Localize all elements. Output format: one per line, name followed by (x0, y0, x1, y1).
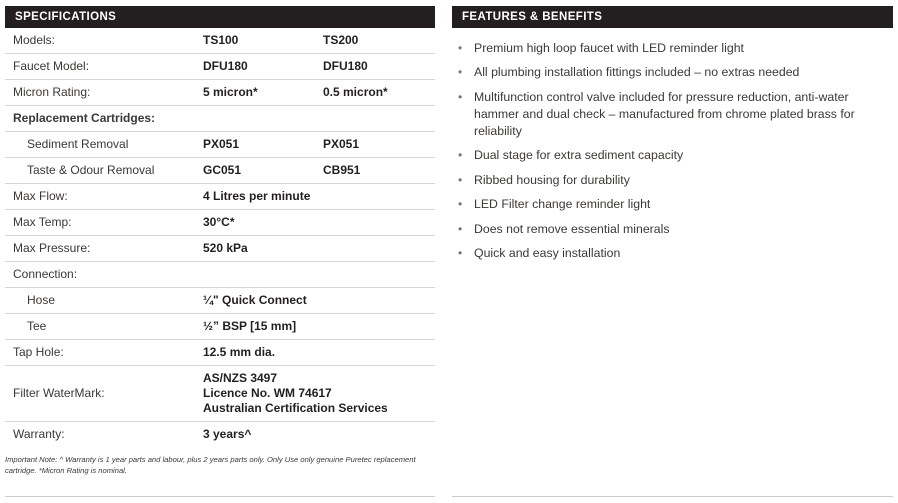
table-row (5, 340, 435, 366)
list-item (452, 64, 893, 81)
spec-row-value: 30°C* (195, 210, 435, 236)
spec-row-label: Micron Rating: (5, 80, 195, 106)
spec-row-label: Filter WaterMark: (5, 366, 195, 422)
spec-row-label: Max Flow: (5, 184, 195, 210)
spec-row-value-ts200: 0.5 micron* (315, 80, 435, 106)
table-row (5, 132, 435, 158)
spec-row-value-ts100 (195, 106, 315, 132)
bullet-icon: • (458, 221, 463, 236)
specifications-table (5, 28, 435, 447)
feature-text: All plumbing installation fittings included – no extras needed (474, 65, 800, 80)
spec-row-label: Tap Hole: (5, 340, 195, 366)
list-item (452, 196, 893, 213)
table-row (5, 106, 435, 132)
list-item (452, 245, 893, 262)
bullet-icon: • (458, 246, 463, 261)
features-list (452, 40, 893, 262)
spec-row-label: Sediment Removal (5, 132, 195, 158)
spec-row-value-ts100: TS100 (195, 28, 315, 54)
footer-rule-right (452, 496, 893, 497)
spec-row-label: Warranty: (13, 427, 65, 441)
feature-text: Dual stage for extra sediment capacity (474, 148, 684, 163)
spec-row-label: Max Pressure: (5, 236, 195, 262)
bullet-icon: • (458, 89, 463, 104)
specifications-header-label: SPECIFICATIONS (15, 11, 117, 23)
table-row (5, 314, 435, 340)
list-item (452, 89, 893, 140)
features-header-label: FEATURES & BENEFITS (462, 11, 603, 23)
footer-rule-left (5, 496, 435, 497)
table-row (5, 366, 435, 422)
table-row (5, 262, 435, 288)
spec-row-label: Connection: (5, 262, 195, 288)
spec-row-label: Models: (5, 28, 195, 54)
feature-text: Quick and easy installation (474, 246, 621, 261)
bullet-icon: • (458, 197, 463, 212)
spec-row-value-ts200 (315, 106, 435, 132)
table-row (5, 80, 435, 106)
spec-row-value: 4 Litres per minute (195, 184, 435, 210)
features-section (452, 6, 893, 270)
spec-row-value: 3 years^ (203, 427, 252, 441)
spec-row-value-ts100: DFU180 (195, 54, 315, 80)
feature-text: Multifunction control valve included for pressure reduction, anti-water hammer and dual check – manufactured from chrome plated brass for reliability (474, 89, 855, 138)
spec-row-value-ts200: CB951 (315, 158, 435, 184)
table-row (5, 28, 435, 54)
spec-row-value-ts200: TS200 (315, 28, 435, 54)
feature-text: LED Filter change reminder light (474, 197, 651, 212)
specifications-section (5, 6, 435, 476)
table-row (5, 288, 435, 314)
spec-row-value-ts200: DFU180 (315, 54, 435, 80)
spec-row-value: 520 kPa (195, 236, 435, 262)
spec-row-value: ½” BSP [15 mm] (195, 314, 435, 340)
bullet-icon: • (458, 41, 463, 55)
spec-row-label: Max Temp: (5, 210, 195, 236)
bullet-icon: • (458, 148, 463, 163)
spec-row-value (195, 262, 435, 288)
spec-row-value: 12.5 mm dia. (195, 340, 435, 366)
specifications-table-body (5, 28, 435, 447)
features-header (452, 6, 893, 28)
spec-row-value-ts100: PX051 (195, 132, 315, 158)
table-row (5, 236, 435, 262)
table-row (5, 210, 435, 236)
specifications-header (5, 6, 435, 28)
spec-row-value: ¼" Quick Connect (195, 288, 435, 314)
bullet-icon: • (458, 172, 463, 187)
feature-text: Ribbed housing for durability (474, 172, 630, 187)
spec-row-label: Faucet Model: (5, 54, 195, 80)
list-item (452, 221, 893, 238)
bullet-icon: • (458, 65, 463, 80)
spec-row-value: AS/NZS 3497 Licence No. WM 74617 Australian Certification Services (195, 366, 435, 422)
spec-row-value-ts100: GC051 (195, 158, 315, 184)
specifications-footnote: Important Note: ^ Warranty is 1 year parts and labour, plus 2 years parts only. Only Use only genuine Puretec replacement cartridge. *Micron Rating is nominal. (5, 455, 416, 475)
spec-row-label: Tee (5, 314, 195, 340)
spec-row-value-ts200: PX051 (315, 132, 435, 158)
feature-text: Does not remove essential minerals (474, 221, 670, 236)
spec-row-value-ts100: 5 micron* (195, 80, 315, 106)
spec-row-label: Replacement Cartridges: (5, 106, 195, 132)
table-row (5, 158, 435, 184)
feature-text: Premium high loop faucet with LED reminder light (474, 41, 744, 55)
table-row (5, 422, 435, 448)
table-row (5, 184, 435, 210)
spec-row-label: Taste & Odour Removal (5, 158, 195, 184)
list-item (452, 147, 893, 164)
list-item (452, 40, 893, 57)
table-row (5, 54, 435, 80)
list-item (452, 172, 893, 189)
spec-row-label: Hose (5, 288, 195, 314)
